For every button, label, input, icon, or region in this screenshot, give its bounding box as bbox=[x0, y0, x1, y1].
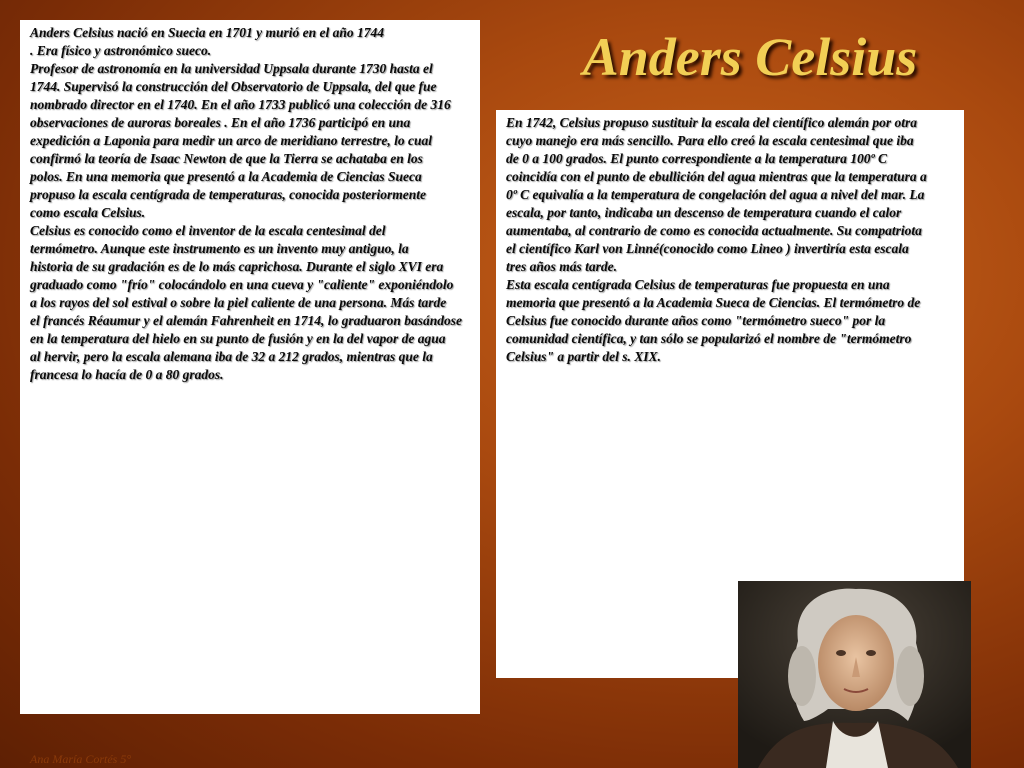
text-line: como escala Celsius. bbox=[30, 205, 146, 220]
text-line: 1744. Supervisó la construcción del Observatorio de Uppsala, del que fue bbox=[30, 79, 437, 94]
text-line: En 1742, Celsius propuso sustituir la escala del científico alemán por otra bbox=[506, 115, 918, 130]
text-line: en la temperatura del hielo en su punto de fusión y en la del vapor de agua bbox=[30, 331, 446, 346]
text-line: expedición a Laponia para medir un arco de meridiano terrestre, lo cual bbox=[30, 133, 432, 148]
celsius-portrait bbox=[738, 581, 971, 768]
text-line: el francés Réaumur y el alemán Fahrenheit en 1714, lo graduaron basándose bbox=[30, 313, 463, 328]
text-line: historia de su gradación es de lo más caprichosa. Durante el siglo XVI era bbox=[30, 259, 444, 274]
text-line: graduado como "frío" colocándolo en una cueva y "caliente" exponiéndolo bbox=[30, 277, 454, 292]
text-line: confirmó la teoría de Isaac Newton de que la Tierra se achataba en los bbox=[30, 151, 423, 166]
text-line: memoria que presentó a la Academia Sueca de Ciencias. El termómetro de bbox=[506, 295, 921, 310]
text-line: polos. En una memoria que presentó a la Academia de Ciencias Sueca bbox=[30, 169, 422, 184]
text-line: 0º C equivalía a la temperatura de congelación del agua a nivel del mar. La bbox=[506, 187, 925, 202]
text-line: al hervir, pero la escala alemana iba de 32 a 212 grados, mientras que la bbox=[30, 349, 433, 364]
text-line: Celsius es conocido como el inventor de la escala centesimal del bbox=[30, 223, 386, 238]
text-line: . Era físico y astronómico sueco. bbox=[30, 43, 212, 58]
text-line: Celsius" a partir del s. XIX. bbox=[506, 349, 661, 364]
text-line: aumentaba, al contrario de como es conocida actualmente. Su compatriota bbox=[506, 223, 922, 238]
biography-text-box bbox=[20, 20, 480, 714]
text-line: Anders Celsius nació en Suecia en 1701 y murió en el año 1744 bbox=[30, 25, 385, 40]
text-line: a los rayos del sol estival o sobre la piel caliente de una persona. Más tarde bbox=[30, 295, 447, 310]
text-line: Celsius fue conocido durante años como "termómetro sueco" por la bbox=[506, 313, 886, 328]
text-line: comunidad científica, y tan sólo se popularizó el nombre de "termómetro bbox=[506, 331, 912, 346]
text-line: de 0 a 100 grados. El punto correspondiente a la temperatura 100º C bbox=[506, 151, 887, 166]
text-line: Profesor de astronomía en la universidad Uppsala durante 1730 hasta el bbox=[30, 61, 433, 76]
portrait-drawing bbox=[738, 581, 971, 768]
text-line: escala, por tanto, indicaba un descenso de temperatura cuando el calor bbox=[506, 205, 902, 220]
text-line: observaciones de auroras boreales . En el año 1736 participó en una bbox=[30, 115, 411, 130]
text-line: termómetro. Aunque este instrumento es un invento muy antiguo, la bbox=[30, 241, 409, 256]
text-line: el científico Karl von Linné(conocido como Lineo ) invertiría esta escala bbox=[506, 241, 909, 256]
text-line: propuso la escala centígrada de temperaturas, conocida posteriormente bbox=[30, 187, 426, 202]
text-line: Esta escala centígrada Celsius de temperaturas fue propuesta en una bbox=[506, 277, 890, 292]
slide-title: Anders Celsius bbox=[582, 27, 918, 87]
text-line: francesa lo hacía de 0 a 80 grados. bbox=[30, 367, 224, 382]
text-line: tres años más tarde. bbox=[506, 259, 618, 274]
text-line: coincidía con el punto de ebullición del agua mientras que la temperatura a bbox=[506, 169, 927, 184]
text-line: nombrado director en el 1740. En el año 1733 publicó una colección de 316 bbox=[30, 97, 451, 112]
text-line: cuyo manejo era más sencillo. Para ello creó la escala centesimal que iba bbox=[506, 133, 914, 148]
author-footer: Ana María Cortés 5° bbox=[30, 752, 132, 766]
